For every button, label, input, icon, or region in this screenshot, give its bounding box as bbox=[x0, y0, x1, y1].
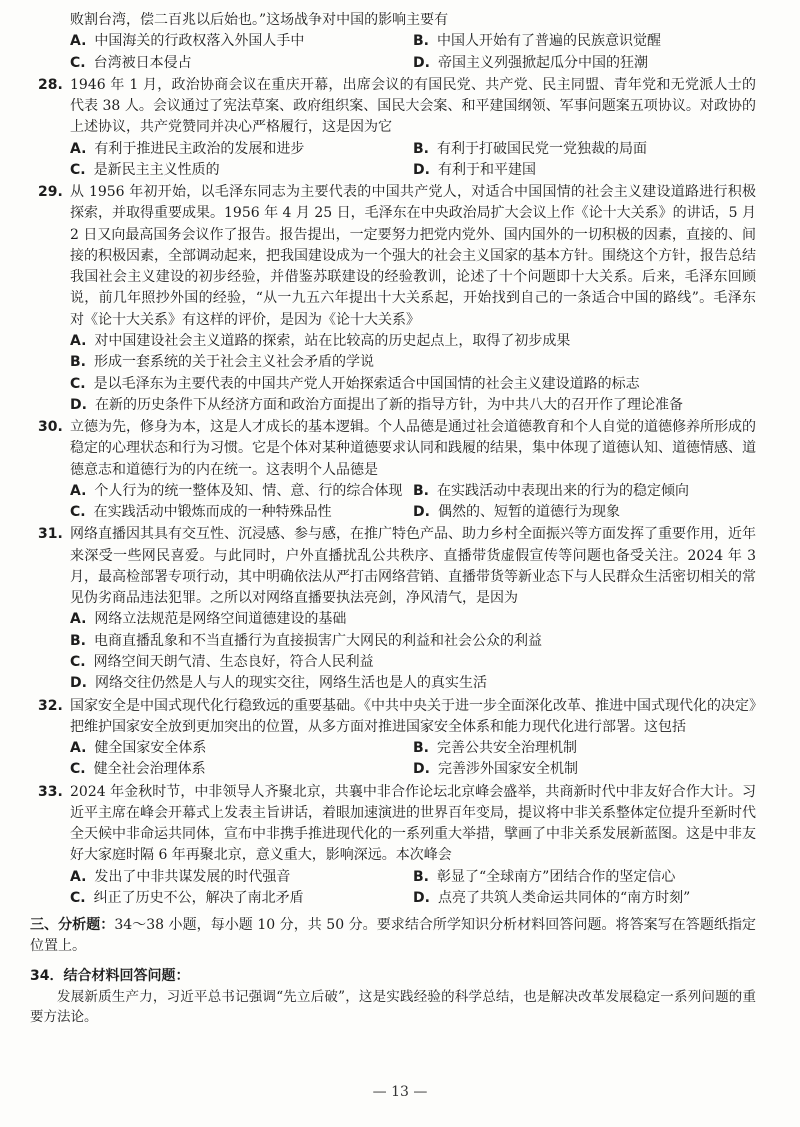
question-number: 33. bbox=[38, 783, 63, 800]
option-b: B. 完善公共安全治理机制 bbox=[413, 740, 577, 757]
option-c: C. 是以毛泽东为主要代表的中国共产党人开始探索适合中国国情的社会主义建设道路的标志 bbox=[70, 375, 640, 392]
question-stem: 立德为先，修身为本，这是人才成长的基本逻辑。个人品德是通过社会道德教育和个人自觉的道德修养所形成的稳定的心理状态和行为习惯。它是个体对某种道德要求认同和践履的结果，集中体现了道德认知、道德情感、道德意志和道德行为的内在统一。这表明个人品德是 bbox=[70, 419, 756, 478]
page-number: — 13 — bbox=[372, 1084, 428, 1100]
option-d: D. 网络交往仍然是人与人的现实交往，网络生活也是人的真实生活 bbox=[70, 675, 487, 692]
option-a: A. 健全国家安全体系 bbox=[70, 740, 207, 757]
option-b: B. 彰显了“全球南方”团结合作的坚定信心 bbox=[413, 868, 676, 885]
option-b: B. 在实践活动中表现出来的行为的稳定倾向 bbox=[413, 482, 689, 499]
option-c: C. 网络空间天朗气清、生态良好，符合人民利益 bbox=[70, 653, 374, 670]
option-b: B. 有利于打破国民党一党独裁的局面 bbox=[413, 140, 647, 157]
question-number: 29. bbox=[38, 184, 63, 201]
question-34 bbox=[30, 966, 756, 1028]
question-number: 31. bbox=[38, 526, 63, 543]
question-34-material: 发展新质生产力，习近平总书记强调“先立后破”，这是实践经验的科学总结，也是解决改革发展稳定一系列问题的重要方法论。 bbox=[30, 988, 756, 1026]
option-c: C. 台湾被日本侵占 bbox=[70, 54, 192, 71]
option-c: C. 在实践活动中锻炼而成的一种特殊品性 bbox=[70, 504, 332, 521]
question-27-tail bbox=[70, 10, 756, 74]
question-33 bbox=[38, 782, 756, 910]
section-3-header bbox=[30, 915, 756, 958]
question-stem: 1946 年 1 月，政治协商会议在重庆开幕，出席会议的有国民党、共产党、民主同盟、青年党和无党派人士的代表 38 人。会议通过了宪法草案、政府组织案、国民大会案、和平建国纲领、军事问题案五项协议。对政协的上述协议，共产党赞同并决心严格履行，这是因为它 bbox=[70, 76, 756, 136]
question-stem: 从 1956 年初开始，以毛泽东同志为主要代表的中国共产党人，对适合中国国情的社会主义建设道路进行积极探索，并取得重要成果。1956 年 4 月 25 日，毛泽东在中央政治局扩大会议上作《论十大关系》的讲话，5 月 2 日又向最高国务会议作了报告。报告提出，一定要努力把党内党外、国内国外的一切积极的因素，直接的、间接的积极因素，全部调动起来，把我国建设成为一个强大的社会主义国家的基本方针。围绕这个方针，报告总结我国社会主义建设的初步经验，并借鉴苏联建设的经验教训，论述了十个问题即十大关系。后来，毛泽东回顾说，前几年照抄外国的经验，“从一九五六年提出十大关系起，开始找到自己的一条适合中国的路线”。毛泽东对《论十大关系》有这样的评价，是因为《论十大关系》 bbox=[70, 184, 756, 328]
section-3-title: 三、分析题： bbox=[30, 917, 115, 934]
option-d: D. 完善涉外国家安全机制 bbox=[413, 761, 578, 778]
option-a: A. 网络立法规范是网络空间道德建设的基础 bbox=[70, 611, 347, 628]
question-29 bbox=[38, 182, 756, 416]
option-d: D. 帝国主义列强掀起瓜分中国的狂潮 bbox=[413, 54, 648, 71]
question-29-options bbox=[70, 331, 756, 416]
question-27-options bbox=[70, 31, 756, 74]
question-31-options bbox=[70, 609, 756, 694]
question-27-text: 败割台湾，偿二百兆以后始也。”这场战争对中国的影响主要有 bbox=[70, 12, 449, 28]
section-3-instructions: 34～38 小题，每小题 10 分，共 50 分。要求结合所学知识分析材料回答问题。将答案写在答题纸指定位置上。 bbox=[30, 917, 757, 955]
question-32 bbox=[38, 696, 756, 781]
question-number: 30. bbox=[38, 419, 63, 436]
question-32-options bbox=[70, 738, 756, 781]
option-c: C. 健全社会治理体系 bbox=[70, 761, 206, 778]
option-a: A. 对中国建设社会主义道路的探索，站在比较高的历史起点上，取得了初步成果 bbox=[70, 332, 571, 349]
question-33-options bbox=[70, 867, 756, 910]
question-31 bbox=[38, 524, 756, 694]
question-stem: 2024 年金秋时节，中非领导人齐聚北京，共襄中非合作论坛北京峰会盛举，共商新时代中非友好合作大计。习近平主席在峰会开幕式上发表主旨讲话，着眼加速演进的世界百年变局，提议将中非关系整体定位提升至新时代全天候中非命运共同体，宣布中非携手推进现代化的一系列重大举措，擘画了中非关系发展新蓝图。这是中非友好大家庭时隔 6 年再聚北京，意义重大，影响深远。本次峰会 bbox=[70, 783, 756, 864]
option-a: A. 有利于推进民主政治的发展和进步 bbox=[70, 140, 305, 157]
option-c: C. 是新民主主义性质的 bbox=[70, 161, 220, 178]
option-c: C. 纠正了历史不公，解决了南北矛盾 bbox=[70, 889, 304, 906]
question-30 bbox=[38, 417, 756, 523]
question-stem: 网络直播因其具有交互性、沉浸感、参与感，在推广特色产品、助力乡村全面振兴等方面发挥了重要作用，近年来深受一些网民喜爱。与此同时，户外直播扰乱公共秩序、直播带货虚假宣传等问题也备受关注。2024 年 3 月，最高检部署专项行动，其中明确依法从严打击网络营销、直播带货等新业态下与人民群众生活密切相关的常见伪劣商品违法犯罪。之所以对网络直播要执法亮剑，净风清气，是因为 bbox=[70, 526, 756, 607]
option-a: A. 发出了中非共谋发展的时代强音 bbox=[70, 868, 291, 885]
option-b: B. 电商直播乱象和不当直播行为直接损害广大网民的利益和社会公众的利益 bbox=[70, 632, 542, 649]
option-d: D. 点亮了共筑人类命运共同体的“南方时刻” bbox=[413, 889, 691, 906]
option-a: A. 个人行为的统一整体及知、情、意、行的综合体现 bbox=[70, 482, 403, 499]
option-d: D. 在新的历史条件下从经济方面和政治方面提出了新的指导方针，为中共八大的召开作了理论准备 bbox=[70, 396, 683, 413]
question-number: 32. bbox=[38, 697, 63, 714]
question-34-title: 34．结合材料回答问题： bbox=[30, 967, 190, 984]
option-d: D. 偶然的、短暂的道德行为现象 bbox=[413, 504, 620, 521]
option-b: B. 中国人开始有了普遍的民族意识觉醒 bbox=[413, 33, 661, 50]
option-b: B. 形成一套系统的关于社会主义社会矛盾的学说 bbox=[70, 354, 374, 371]
question-28-options bbox=[70, 139, 756, 182]
question-stem: 国家安全是中国式现代化行稳致远的重要基础。《中共中央关于进一步全面深化改革、推进中国式现代化的决定》把维护国家安全放到更加突出的位置，从多方面对推进国家安全体系和能力现代化进行部署。这包括 bbox=[70, 697, 756, 735]
option-d: D. 有利于和平建国 bbox=[413, 161, 536, 178]
question-number: 28. bbox=[38, 76, 63, 93]
question-28 bbox=[38, 75, 756, 181]
option-a: A. 中国海关的行政权落入外国人手中 bbox=[70, 33, 305, 50]
question-30-options bbox=[70, 481, 756, 524]
